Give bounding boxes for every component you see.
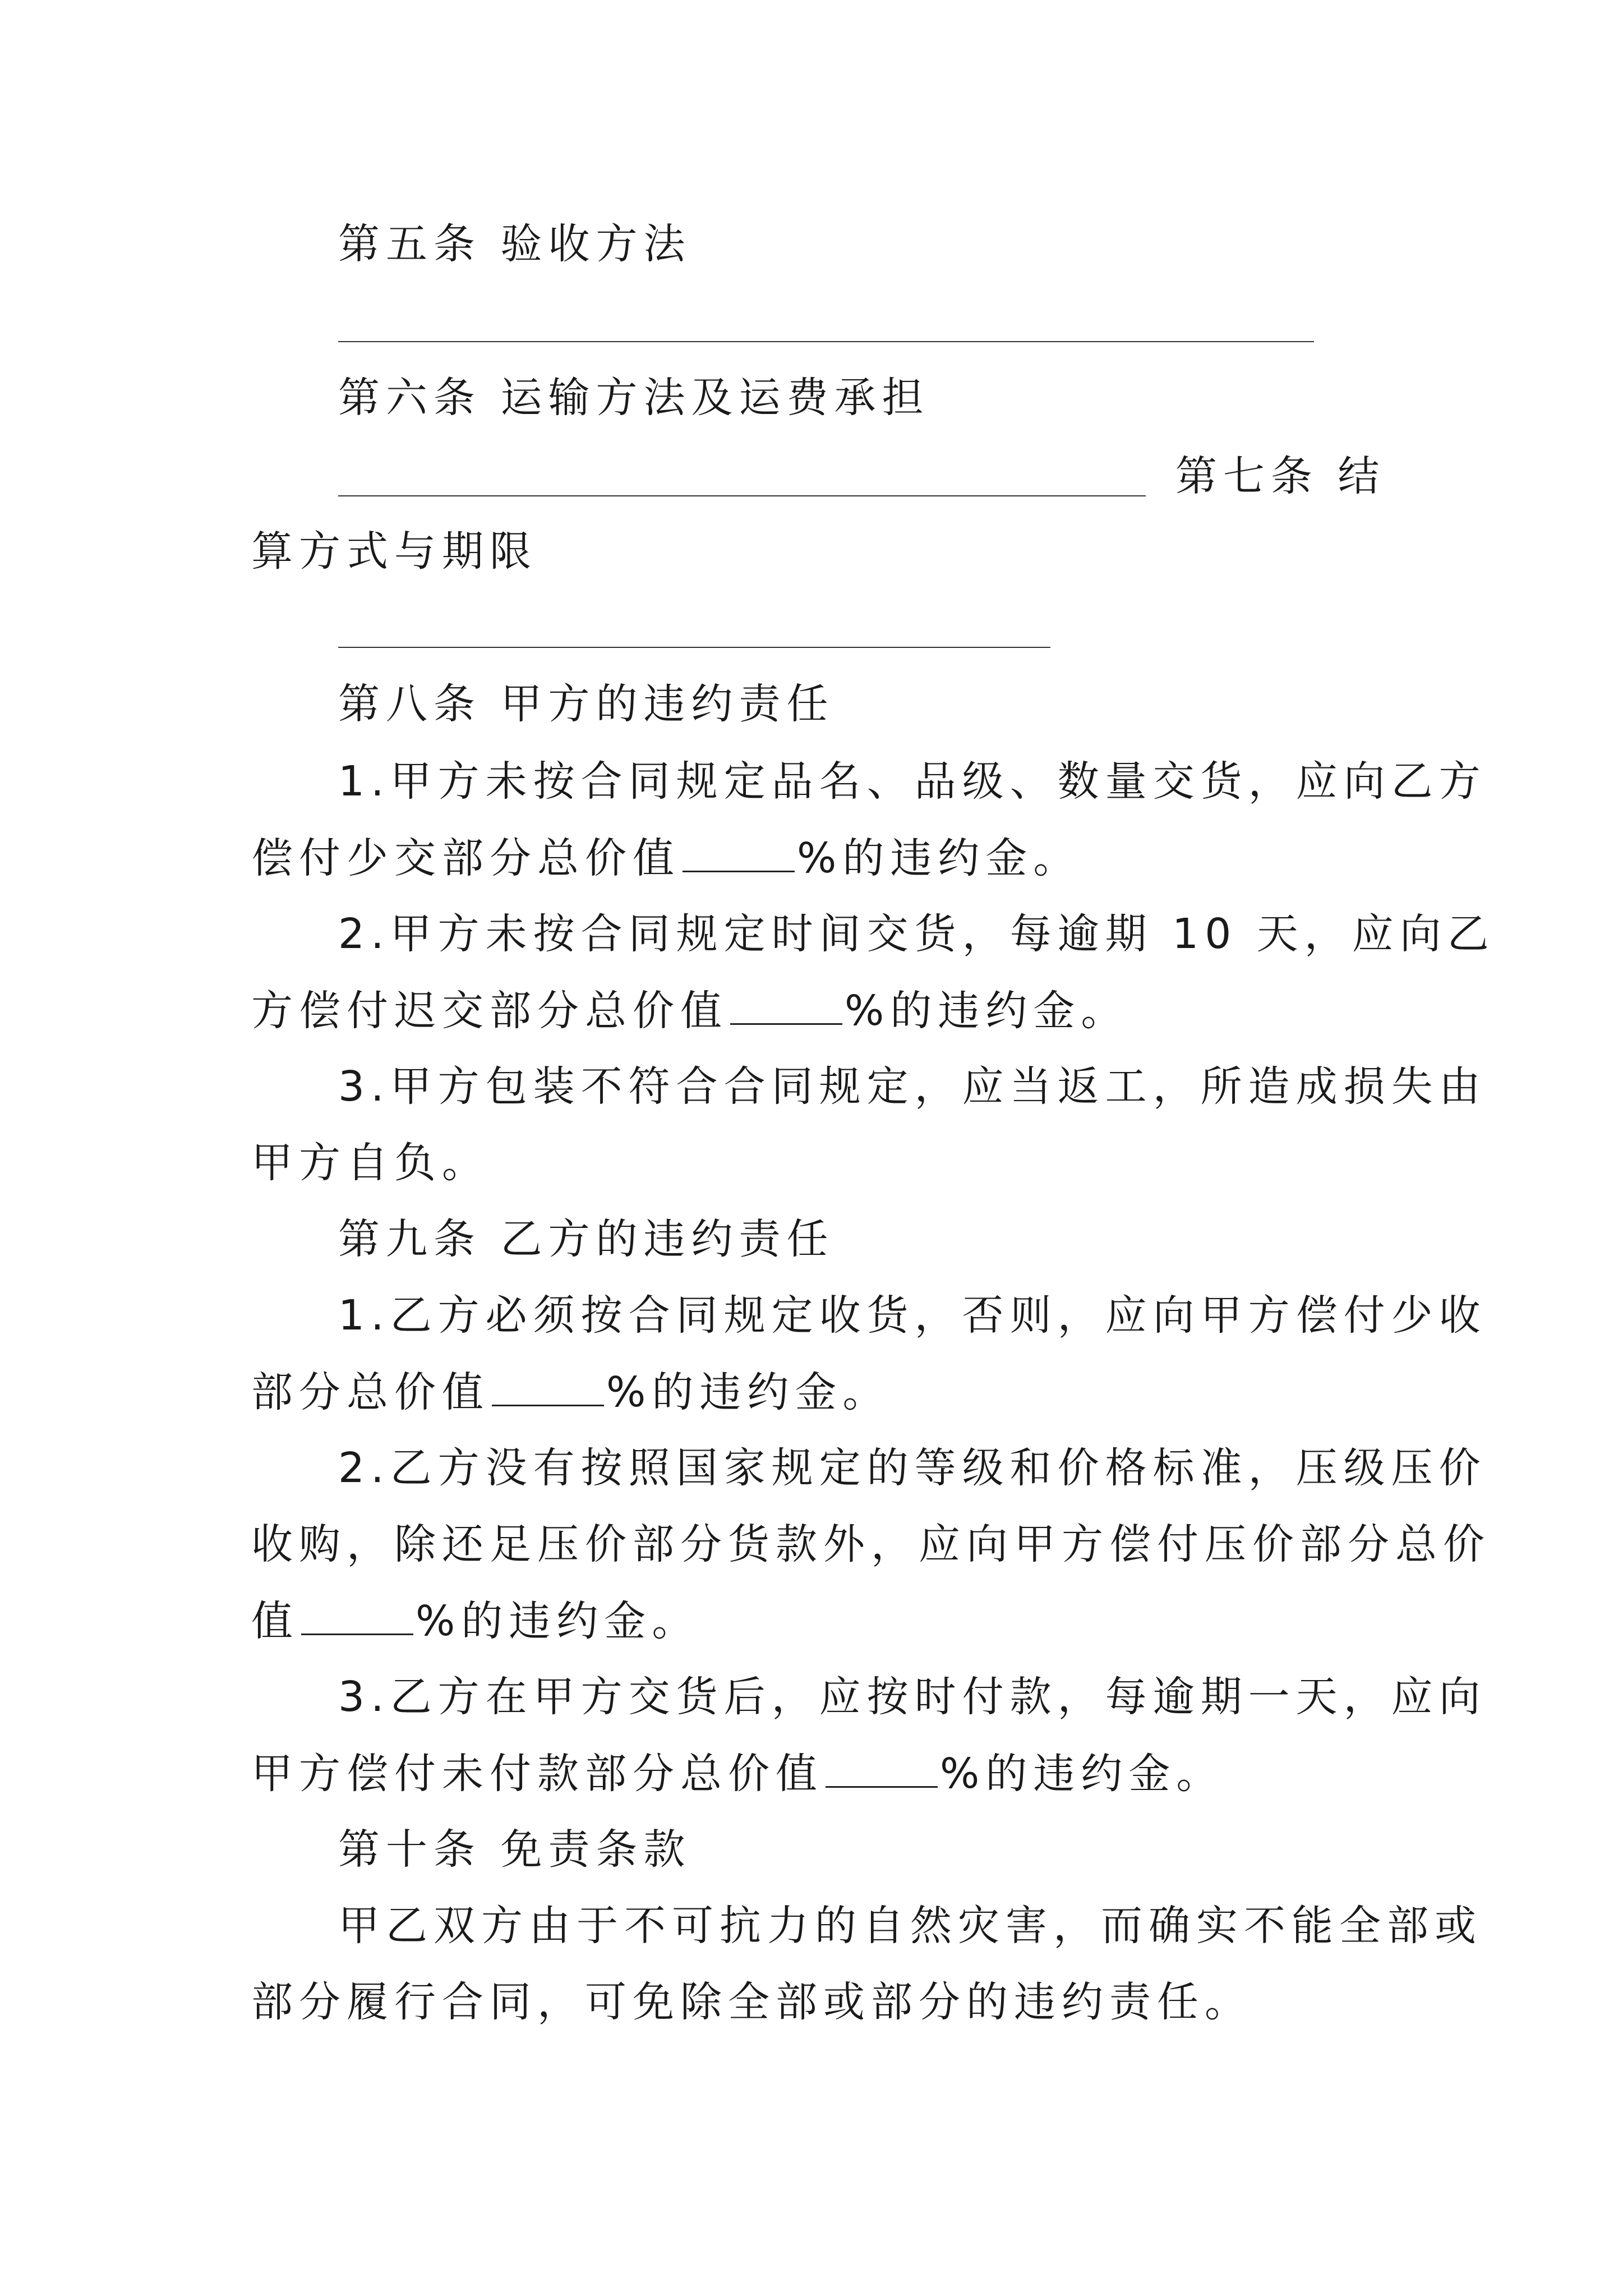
article-9-item-1-suffix: %的违约金。	[606, 1368, 891, 1416]
article-8-item-2-line-1: 2.甲方未按合同规定时间交货，每逾期 10 天，应向乙	[338, 910, 1495, 958]
article-9-item-3-line-1: 3.乙方在甲方交货后，应按时付款，每逾期一天，应向	[338, 1673, 1487, 1721]
article-5-fill-line	[338, 341, 1314, 342]
article-9-item-1-line-2	[251, 1368, 891, 1416]
article-9-item-2-suffix: %的违约金。	[416, 1597, 700, 1645]
article-9-item-1-text: 部分总价值	[251, 1368, 490, 1416]
article-8-item-1-line-1: 1.甲方未按合同规定品名、品级、数量交货，应向乙方	[338, 757, 1487, 806]
article-7-heading-part2: 算方式与期限	[251, 527, 537, 576]
article-8-item-2-suffix: %的违约金。	[845, 987, 1129, 1035]
article-8-item-1-blank[interactable]	[683, 837, 795, 872]
article-8-heading: 第八条 甲方的违约责任	[338, 680, 834, 728]
article-6-fill-line	[338, 495, 1146, 496]
article-9-item-2-line-2: 收购，除还足压价部分货款外，应向甲方偿付压价部分总价	[251, 1520, 1491, 1568]
article-9-item-2-text: 值	[251, 1597, 299, 1645]
article-9-item-3-suffix: %的违约金。	[940, 1750, 1224, 1798]
article-10-body-line-2: 部分履行合同，可免除全部或部分的违约责任。	[251, 1978, 1252, 2026]
article-9-item-1-blank[interactable]	[492, 1371, 604, 1406]
article-8-item-2-line-2	[251, 987, 1129, 1035]
article-8-item-3-line-1: 3.甲方包装不符合合同规定，应当返工，所造成损失由	[338, 1062, 1487, 1111]
article-8-item-2-text: 方偿付迟交部分总价值	[251, 987, 728, 1035]
article-9-item-1-line-1: 1.乙方必须按合同规定收货，否则，应向甲方偿付少收	[338, 1291, 1487, 1340]
article-6-heading: 第六条 运输方法及运费承担	[338, 374, 930, 422]
article-10-body-line-1: 甲乙双方由于不可抗力的自然灾害，而确实不能全部或	[338, 1902, 1482, 1950]
article-8-item-1-suffix: %的违约金。	[797, 834, 1081, 882]
article-9-item-2-line-3	[251, 1597, 700, 1645]
article-8-item-3-line-2: 甲方自负。	[251, 1139, 490, 1187]
article-9-item-2-blank[interactable]	[301, 1600, 413, 1635]
article-10-heading: 第十条 免责条款	[338, 1825, 691, 1874]
article-9-item-2-line-1: 2.乙方没有按照国家规定的等级和价格标准，压级压价	[338, 1444, 1487, 1492]
article-9-item-3-blank[interactable]	[826, 1752, 938, 1788]
article-8-item-2-blank[interactable]	[730, 990, 842, 1025]
article-7-fill-line	[338, 647, 1050, 648]
article-5-heading: 第五条 验收方法	[338, 220, 691, 268]
article-9-heading: 第九条 乙方的违约责任	[338, 1215, 834, 1263]
article-8-item-1-line-2	[251, 834, 1081, 882]
article-7-heading-part1: 第七条 结	[1175, 452, 1386, 500]
article-9-item-3-line-2	[251, 1750, 1224, 1798]
article-9-item-3-text: 甲方偿付未付款部分总价值	[251, 1750, 823, 1798]
article-8-item-1-text: 偿付少交部分总价值	[251, 834, 680, 882]
